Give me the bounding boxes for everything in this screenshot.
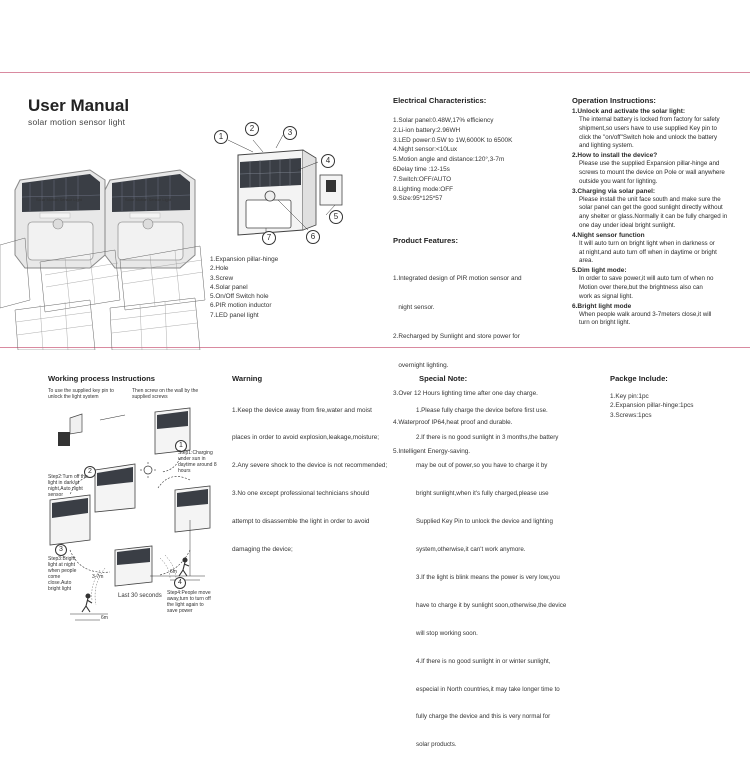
step-number-2: 2 (84, 466, 96, 478)
parts-item: 2.Hole (210, 265, 229, 273)
last-30-seconds: Last 30 seconds (118, 593, 162, 599)
operation-line: click the "on/off"Switch hole and unlock the battery (579, 133, 718, 141)
special-note-heading: Special Note: (419, 374, 468, 383)
callout-7: 7 (262, 231, 276, 245)
warning-item: damaging the device; (232, 546, 293, 554)
warning-item: 3.No one except professional technicians should (232, 490, 370, 498)
parts-item: 4.Solar panel (210, 283, 248, 291)
special-note-item: bright sunlight,when it's fully charged,please use (416, 490, 549, 498)
operation-section-title: 5.Dim light mode: (572, 267, 627, 275)
features-item: 3.Over 12 Hours lighting time after one day charge. (393, 390, 538, 398)
operation-heading: Operation Instructions: (572, 96, 656, 105)
callout-4: 4 (321, 154, 335, 168)
operation-line: turn on bright light. (579, 319, 631, 327)
callout-6: 6 (306, 230, 320, 244)
features-item: 5.Intelligent Energy-saving. (393, 447, 471, 455)
operation-line: one day under ideal bright sunlight. (579, 221, 676, 229)
parts-item: 5.On/Off Switch hole (210, 293, 269, 301)
parts-item: 7.LED panel light (210, 311, 259, 319)
operation-section-title: 2.How to install the device? (572, 152, 658, 160)
features-item: 4.Waterproof IP64,heat proof and durable. (393, 419, 513, 427)
operation-section-title: 1.Unlock and activate the solar light: (572, 108, 686, 115)
package-item: 2.Expansion pillar-hinge:1pcs (610, 402, 694, 410)
special-note-item: have to charge it by sunlight soon,otherwise,the device (416, 601, 567, 609)
special-note-item: will stop working soon. (416, 629, 478, 637)
special-note-item: 4.If there is no good sunlight in or winter sunlight, (416, 657, 551, 665)
package-item: 1.Key pin:1pc (610, 393, 649, 400)
device-left-illustration (15, 170, 105, 268)
features-item: night sensor. (393, 303, 435, 311)
device-right-illustration (105, 170, 195, 268)
package-heading: Packge Include: (610, 374, 668, 383)
step4-text: Step4:People move away,turn to turn off the light again to save power (167, 590, 211, 614)
operation-section-title: 3.Charging via solar panel: (572, 187, 656, 195)
operation-line: any shelter or glass.Normally it can be fully charged in (579, 213, 728, 221)
features-item: 2.Recharged by Sunlight and store power for (393, 332, 520, 340)
special-note-item: 2.If there is no good sunlight in 3 months,the battery (416, 434, 559, 442)
step-number-4: 4 (174, 577, 186, 589)
operation-line: outside you want for lighting. (579, 177, 658, 185)
warning-list (232, 387, 387, 564)
warning-item: 1.Keep the device away from fire,water and moist (232, 406, 372, 414)
special-note-item: fully charge the device and this is very normal for (416, 713, 551, 721)
product-illustration (0, 150, 210, 350)
warning-item: places in order to avoid explosion,leakage,moisture; (232, 434, 380, 442)
parts-item: 6.PIR motion inductor (210, 302, 272, 310)
device-label-left: Solar Motion Sensor Light (36, 197, 83, 202)
special-note-item: solar products. (416, 741, 457, 749)
electrical-item: 8.Lighting mode:OFF (393, 185, 454, 193)
step2-text: Step2:Turn off the light in dark/at night,Auto night sensor (48, 474, 88, 498)
electrical-item: 1.Solar panel:0.48W,17% efficiency (393, 117, 494, 124)
operation-line: screws to mount the device on Pole or wall anywhere (579, 168, 725, 176)
package-list (610, 392, 693, 420)
callout-1: 1 (214, 130, 228, 144)
device-label-right: Solar Motion Sensor Light (125, 197, 172, 202)
distance-label-b: 6m (170, 569, 177, 575)
electrical-heading: Electrical Characteristics: (393, 96, 487, 105)
special-note-item: system,otherwise,it can't work anymore. (416, 546, 526, 554)
callout-5: 5 (329, 210, 343, 224)
electrical-item: 3.LED power:0.5W to 1W,6000K to 6500K (393, 136, 513, 144)
special-note-item: may be out of power,so you have to charge it by (416, 462, 548, 470)
working-note-right: Then screw on the wall by the supplied screws (132, 388, 199, 400)
warning-heading: Warning (232, 374, 263, 383)
page-title: User Manual (28, 96, 130, 115)
callout-3: 3 (283, 126, 297, 140)
operation-line: solar panel can get the good sunlight directly without (579, 204, 723, 212)
electrical-item: 4.Night sensor:<10Lux (393, 146, 458, 154)
features-heading: Product Features: (393, 236, 458, 245)
step3-text: Step3:Bright light at night when people come close.Auto bright light (48, 556, 77, 592)
special-note-item: especial in North countries,it may take longer time to (416, 685, 560, 693)
special-note-list (416, 387, 566, 759)
special-note-item: Supplied Key Pin to unlock the device and lighting (416, 518, 553, 526)
electrical-item: 7.Switch:OFF/AUTO (393, 175, 452, 183)
working-heading: Working process Instructions (48, 374, 156, 383)
operation-line: and lighting system. (579, 142, 634, 150)
warning-item: 2.Any severe shock to the device is not recommended; (232, 462, 388, 470)
electrical-item: 9.Size:95*125*57 (393, 195, 443, 203)
electrical-item: 2.Li-ion battery:2.96WH (393, 126, 461, 134)
operation-line: area. (579, 257, 594, 265)
operation-line: Please install the unit face south and make sure the (579, 195, 721, 203)
page-subtitle: solar motion sensor light (28, 117, 126, 127)
distance-label-c: 6m (101, 615, 108, 621)
electrical-item: 6Delay time :12-15s (393, 165, 450, 173)
step-number-3: 3 (55, 544, 67, 556)
parts-diagram (208, 120, 358, 250)
electrical-list (393, 116, 512, 204)
operation-line: Motion over there,but the brightness also can (579, 283, 703, 291)
electrical-item: 5.Motion angle and distance:120°,3-7m (393, 156, 505, 164)
step1-text: Step1:Charging under sun in daytime around 8 hours (178, 450, 217, 474)
operation-line: work as signal light. (579, 292, 633, 300)
features-item: 1.Integrated design of PIR motion sensor and (393, 275, 522, 283)
operation-line: It will auto turn on bright light when in darkness or (579, 239, 715, 247)
warning-item: attempt to disassemble the light in order to avoid (232, 518, 370, 526)
special-note-item: 3.If the light is blink means the power is very low,you (416, 573, 560, 581)
parts-list (210, 255, 278, 320)
parts-item: 1.Expansion pillar-hinge (210, 256, 279, 263)
operation-sections (572, 107, 748, 328)
operation-line: When people walk around 3-7meters close,it will (579, 310, 712, 318)
step-number-1: 1 (175, 440, 187, 452)
operation-line: Please use the supplied Expansion pillar-hinge and (579, 160, 720, 168)
callout-2: 2 (245, 122, 259, 136)
package-item: 3.Screws:1pcs (610, 411, 652, 419)
parts-item: 3.Screw (210, 274, 234, 282)
distance-label-a: 3-7m (92, 574, 104, 580)
operation-section-title: 6.Bright light mode (572, 302, 632, 310)
operation-line: at night,and auto turn off when in daytime or bright (579, 248, 717, 256)
features-item: overnight lighting. (393, 361, 449, 369)
operation-line: The internal battery is locked from factory for safety (579, 116, 720, 123)
operation-line: shipment,so users have to use supplied Key pin to (579, 124, 717, 132)
operation-section-title: 4.Night sensor function (572, 231, 645, 239)
operation-line: In order to save power,it will auto turn of when no (579, 275, 714, 283)
working-note-left: To use the supplied key pin to unlock the light system (48, 388, 114, 400)
special-note-item: 1.Please fully charge the device before first use. (416, 406, 548, 414)
